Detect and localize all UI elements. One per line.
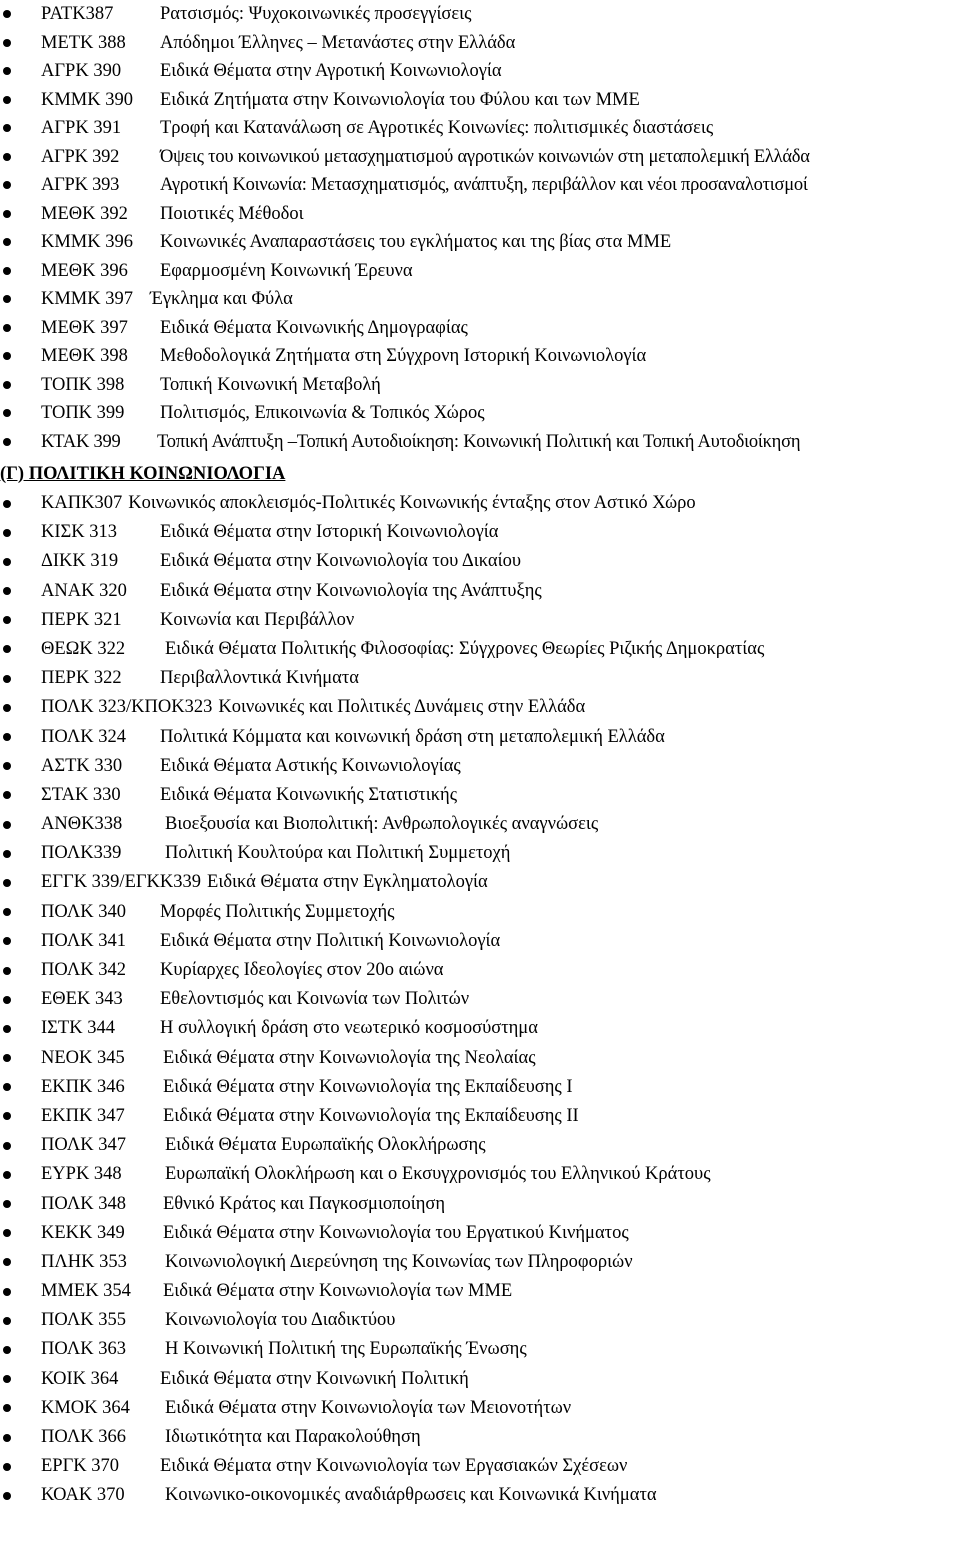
- course-code: ΑΝΘΚ338: [41, 814, 123, 835]
- course-title: Ρατσισμός: Ψυχοκοινωνικές προσεγγίσεις: [160, 4, 472, 24]
- course-title: Κοινωνία και Περιβάλλον: [160, 609, 355, 630]
- course-code: ΔΙΚΚ 319: [41, 551, 119, 572]
- course-code: ΠΟΛΚ 366: [41, 1427, 126, 1447]
- bullet-icon: [3, 1083, 11, 1091]
- course-item: [0, 1335, 764, 1364]
- course-code: ΚΜΜΚ 396: [41, 232, 133, 252]
- course-item: [0, 1306, 764, 1335]
- bullet-icon: [3, 10, 11, 18]
- bullet-icon: [3, 645, 11, 653]
- course-code: ΠΟΛΚ 341: [41, 930, 126, 951]
- bullet-icon: [3, 616, 11, 624]
- course-code: ΚΜΜΚ 390: [41, 89, 133, 110]
- course-code: ΝΕΟΚ 345: [41, 1047, 125, 1068]
- bullet-icon: [3, 821, 11, 829]
- course-code: ΤΟΠΚ 399: [41, 403, 125, 423]
- course-code: ΜΕΤΚ 388: [41, 32, 126, 53]
- course-title: Μορφές Πολιτικής Συμμετοχής: [160, 901, 395, 922]
- course-title: Μεθοδολογικά Ζητήματα στη Σύγχρονη Ιστορική Κοινωνιολογία: [160, 346, 647, 366]
- course-title: Κοινωνικές και Πολιτικές Δυνάμεις στην Ελλάδα: [218, 697, 586, 718]
- course-item: [0, 1423, 764, 1452]
- course-title: Πολιτική Κουλτούρα και Πολιτική Συμμετοχή: [165, 843, 511, 864]
- bullet-icon: [3, 381, 11, 389]
- bullet-icon: [3, 352, 11, 360]
- course-item: [0, 577, 764, 606]
- bullet-icon: [3, 879, 11, 887]
- course-title: Τοπική Ανάπτυξη –Τοπική Αυτοδιοίκηση: Κοινωνική Πολιτική και Τοπική Αυτοδιοίκηση: [157, 431, 801, 452]
- course-item: [0, 1190, 764, 1219]
- course-item: [0, 635, 764, 664]
- bullet-icon: [3, 1025, 11, 1033]
- course-item: [0, 693, 764, 722]
- course-title: Ειδικά Θέματα στην Εγκληματολογία: [207, 872, 488, 893]
- course-title: Κοινωνιολογική Διερεύνηση της Κοινωνίας των Πληροφοριών: [165, 1251, 633, 1272]
- course-title: Ειδικά Θέματα στην Αγροτική Κοινωνιολογία: [160, 61, 502, 81]
- course-title: Τοπική Κοινωνική Μεταβολή: [160, 374, 381, 395]
- bullet-icon: [3, 1258, 11, 1266]
- course-title: Όψεις του κοινωνικού μετασχηματισμού αγροτικών κοινωνιών στη μεταπολεμική Ελλάδα: [160, 146, 810, 167]
- course-code: ΠΟΛΚ339: [41, 843, 122, 864]
- course-code: ΠΟΛΚ 342: [41, 960, 126, 980]
- course-code: ΕΓΓΚ 339/ΕΓΚΚ339: [41, 872, 202, 893]
- course-item: [0, 1452, 764, 1481]
- course-title: Ειδικά Θέματα στην Κοινωνιολογία της Εκπαίδευσης ΙΙ: [163, 1105, 579, 1126]
- course-title: Ιδιωτικότητα και Παρακολούθηση: [165, 1427, 421, 1447]
- bullet-icon: [3, 1404, 11, 1412]
- course-title: Η συλλογική δράση στο νεωτερικό κοσμοσύστημα: [160, 1018, 538, 1039]
- course-code: ΑΝΑΚ 320: [41, 580, 127, 601]
- course-title: Περιβαλλοντικά Κινήματα: [160, 668, 360, 689]
- course-code: ΕΡΓΚ 370: [41, 1456, 120, 1477]
- course-item: [0, 1160, 764, 1189]
- bullet-icon: [3, 96, 11, 104]
- course-title: Αγροτική Κοινωνία: Μετασχηματισμός, ανάπτυξη, περιβάλλον και νέοι προσαναλοτισμοί: [160, 175, 808, 195]
- course-code: ΠΛΗΚ 353: [41, 1251, 127, 1272]
- bullet-icon: [3, 1112, 11, 1120]
- course-title: Πολιτικά Κόμματα και κοινωνική δράση στη μεταπολεμική Ελλάδα: [160, 726, 665, 747]
- course-item: [0, 114, 810, 143]
- course-item: [0, 723, 764, 752]
- course-item: [0, 868, 764, 897]
- course-item: [0, 810, 764, 839]
- course-title: Κοινωνικός αποκλεισμός-Πολιτικές Κοινωνικής ένταξης στον Αστικό Χώρο: [128, 493, 696, 513]
- course-code: ΑΓΡΚ 393: [41, 175, 120, 195]
- course-title: Έγκλημα και Φύλα: [150, 289, 293, 309]
- section-heading-political-sociology: (Γ) ΠΟΛΙΤΙΚΗ ΚΟΙΝΩΝΙΟΛΟΓΙΑ: [0, 464, 286, 484]
- bullet-icon: [3, 1288, 11, 1296]
- course-title: Εθνικό Κράτος και Παγκοσμιοποίηση: [163, 1193, 446, 1214]
- bullet-icon: [3, 500, 11, 508]
- course-item: [0, 1014, 764, 1043]
- bullet-icon: [3, 937, 11, 945]
- bullet-icon: [3, 587, 11, 595]
- bullet-icon: [3, 295, 11, 303]
- course-title: Ευρωπαϊκή Ολοκλήρωση και ο Εκσυγχρονισμός του Ελληνικού Κράτους: [165, 1164, 711, 1185]
- course-title: Ειδικά Θέματα Αστικής Κοινωνιολογίας: [160, 755, 461, 776]
- course-item: [0, 371, 810, 400]
- bullet-icon: [3, 438, 11, 446]
- course-code: ΚΟΙΚ 364: [41, 1368, 119, 1389]
- course-title: Ειδικά Θέματα στην Κοινωνιολογία της Εκπαίδευσης Ι: [163, 1076, 573, 1097]
- course-title: Κοινωνικές Αναπαραστάσεις του εγκλήματος και της βίας στα ΜΜΕ: [160, 232, 672, 252]
- course-item: [0, 428, 810, 457]
- bullet-icon: [3, 181, 11, 189]
- bullet-icon: [3, 324, 11, 332]
- course-item: [0, 200, 810, 229]
- bullet-icon: [3, 1375, 11, 1383]
- course-item: [0, 1394, 764, 1423]
- course-code: ΣΤΑΚ 330: [41, 784, 121, 805]
- bullet-icon: [3, 908, 11, 916]
- course-title: Ειδικά Θέματα στην Κοινωνιολογία των ΜΜΕ: [163, 1281, 513, 1302]
- course-code: ΠΟΛΚ 340: [41, 901, 126, 922]
- course-item: [0, 0, 810, 29]
- course-item: [0, 489, 764, 518]
- bullet-icon: [3, 39, 11, 47]
- course-item: [0, 228, 810, 257]
- course-title: Κοινωνικο-οικονομικές αναδιάρθρωσεις και Κοινωνικά Κινήματα: [165, 1485, 657, 1506]
- course-code: ΜΕΘΚ 397: [41, 317, 128, 338]
- course-title: Βιοεξουσία και Βιοπολιτική: Ανθρωπολογικές αναγνώσεις: [165, 814, 599, 835]
- course-title: Απόδημοι Έλληνες – Μετανάστες στην Ελλάδα: [160, 32, 516, 53]
- course-code: ΠΟΛΚ 324: [41, 726, 126, 747]
- bullet-icon: [3, 1317, 11, 1325]
- course-title: Ειδικά Θέματα Κοινωνικής Στατιστικής: [160, 784, 458, 805]
- course-code: ΤΟΠΚ 398: [41, 374, 125, 395]
- course-item: [0, 1277, 764, 1306]
- bullet-icon: [3, 267, 11, 275]
- course-code: ΠΕΡΚ 321: [41, 609, 122, 630]
- bullet-icon: [3, 967, 11, 975]
- course-item: [0, 927, 764, 956]
- bullet-icon: [3, 791, 11, 799]
- course-title: Ειδικά Θέματα στην Κοινωνιολογία της Ανάπτυξης: [160, 580, 542, 601]
- course-code: ΠΟΛΚ 363: [41, 1339, 126, 1360]
- course-item: [0, 257, 810, 286]
- bullet-icon: [3, 1463, 11, 1471]
- course-code: ΑΓΡΚ 390: [41, 61, 122, 81]
- course-item: [0, 399, 810, 428]
- course-item: [0, 314, 810, 343]
- course-title: Ποιοτικές Μέθοδοι: [160, 203, 304, 224]
- bullet-icon: [3, 1346, 11, 1354]
- bullet-icon: [3, 1229, 11, 1237]
- course-code: ΚΜΜΚ 397: [41, 289, 133, 309]
- course-item: [0, 898, 764, 927]
- course-item: [0, 285, 810, 314]
- course-title: Ειδικά Θέματα Ευρωπαϊκής Ολοκλήρωσης: [165, 1135, 486, 1156]
- bullet-icon: [3, 124, 11, 132]
- course-code: ΚΑΠΚ307: [41, 493, 123, 513]
- course-item: [0, 606, 764, 635]
- bullet-icon: [3, 762, 11, 770]
- course-code: ΚΕΚΚ 349: [41, 1222, 125, 1243]
- bullet-icon: [3, 1054, 11, 1062]
- course-item: [0, 1481, 764, 1510]
- course-title: Ειδικά Θέματα στην Κοινωνιολογία της Νεολαίας: [163, 1047, 536, 1068]
- course-item: [0, 1219, 764, 1248]
- course-code: ΕΚΠΚ 347: [41, 1105, 125, 1126]
- bullet-icon: [3, 210, 11, 218]
- course-item: [0, 1131, 764, 1160]
- course-item: [0, 547, 764, 576]
- course-code: ΑΣΤΚ 330: [41, 755, 123, 776]
- course-code: ΠΟΛΚ 355: [41, 1310, 126, 1331]
- course-title: Ειδικά Θέματα στην Κοινωνιολογία του Εργατικού Κινήματος: [163, 1222, 629, 1243]
- bullet-icon: [3, 1142, 11, 1150]
- course-item: [0, 1102, 764, 1131]
- course-code: ΜΕΘΚ 396: [41, 260, 128, 281]
- course-code: ΘΕΩΚ 322: [41, 638, 126, 659]
- bullet-icon: [3, 238, 11, 246]
- course-title: Ειδικά Θέματα Πολιτικής Φιλοσοφίας: Σύγχρονες Θεωρίες Ριζικής Δημοκρατίας: [165, 638, 765, 659]
- course-title: Ειδικά Θέματα στην Κοινωνιολογία των Μειονοτήτων: [165, 1397, 572, 1418]
- course-item: [0, 1044, 764, 1073]
- course-item: [0, 664, 764, 693]
- bullet-icon: [3, 704, 11, 712]
- course-title: Πολιτισμός, Επικοινωνία & Τοπικός Χώρος: [160, 403, 485, 423]
- course-item: [0, 985, 764, 1014]
- course-title: Εθελοντισμός και Κοινωνία των Πολιτών: [160, 989, 470, 1010]
- course-code: ΜΜΕΚ 354: [41, 1281, 131, 1302]
- bullet-icon: [3, 996, 11, 1004]
- bullet-icon: [3, 1434, 11, 1442]
- course-code: ΡΑΤΚ387: [41, 4, 114, 24]
- course-code: ΚΤΑΚ 399: [41, 431, 121, 452]
- course-title: Τροφή και Κατανάλωση σε Αγροτικές Κοινωνίες: πολιτισμικές διαστάσεις: [160, 118, 714, 138]
- course-item: [0, 143, 810, 172]
- course-item: [0, 752, 764, 781]
- course-code: ΕΚΠΚ 346: [41, 1076, 125, 1097]
- course-list-previous-section: [0, 0, 810, 456]
- course-item: [0, 839, 764, 868]
- course-item: [0, 518, 764, 547]
- course-code: ΜΕΘΚ 392: [41, 203, 128, 224]
- bullet-icon: [3, 850, 11, 858]
- course-code: ΚΜΟΚ 364: [41, 1397, 130, 1418]
- course-code: ΠΟΛΚ 323/ΚΠΟΚ323: [41, 697, 213, 718]
- course-item: [0, 781, 764, 810]
- course-item: [0, 956, 764, 985]
- course-item: [0, 1073, 764, 1102]
- bullet-icon: [3, 409, 11, 417]
- bullet-icon: [3, 67, 11, 75]
- course-code: ΚΟΑΚ 370: [41, 1485, 125, 1506]
- bullet-icon: [3, 1171, 11, 1179]
- course-item: [0, 342, 810, 371]
- course-item: [0, 1248, 764, 1277]
- course-item: [0, 1365, 764, 1394]
- bullet-icon: [3, 529, 11, 537]
- bullet-icon: [3, 153, 11, 161]
- course-title: Ειδικά Θέματα στην Κοινωνική Πολιτική: [160, 1368, 469, 1389]
- course-code: ΚΙΣΚ 313: [41, 522, 118, 543]
- bullet-icon: [3, 1492, 11, 1500]
- course-title: Ειδικά Θέματα στην Κοινωνιολογία των Εργασιακών Σχέσεων: [160, 1456, 628, 1477]
- course-title: Ειδικά Θέματα στην Κοινωνιολογία του Δικαίου: [160, 551, 521, 572]
- course-code: ΠΕΡΚ 322: [41, 668, 122, 689]
- course-code: ΕΥΡΚ 348: [41, 1164, 122, 1185]
- bullet-icon: [3, 675, 11, 683]
- course-code: ΙΣΤΚ 344: [41, 1018, 115, 1039]
- course-item: [0, 29, 810, 58]
- course-code: ΕΘΕΚ 343: [41, 989, 123, 1010]
- course-item: [0, 171, 810, 200]
- course-code: ΠΟΛΚ 347: [41, 1135, 126, 1156]
- bullet-icon: [3, 558, 11, 566]
- course-title: Ειδικά Θέματα στην Ιστορική Κοινωνιολογία: [160, 522, 499, 543]
- course-code: ΑΓΡΚ 392: [41, 146, 120, 167]
- course-code: ΜΕΘΚ 398: [41, 346, 128, 366]
- course-title: Ειδικά Θέματα Κοινωνικής Δημογραφίας: [160, 317, 468, 338]
- course-code: ΠΟΛΚ 348: [41, 1193, 126, 1214]
- course-title: Κοινωνιολογία του Διαδικτύου: [165, 1310, 396, 1331]
- course-item: [0, 86, 810, 115]
- course-item: [0, 57, 810, 86]
- bullet-icon: [3, 1200, 11, 1208]
- course-title: Ειδικά Ζητήματα στην Κοινωνιολογία του Φύλου και των ΜΜΕ: [160, 89, 640, 110]
- course-title: Ειδικά Θέματα στην Πολιτική Κοινωνιολογία: [160, 930, 501, 951]
- course-code: ΑΓΡΚ 391: [41, 118, 122, 138]
- course-title: Η Κοινωνική Πολιτική της Ευρωπαϊκής Ένωσης: [165, 1339, 527, 1360]
- course-title: Εφαρμοσμένη Κοινωνική Έρευνα: [160, 260, 413, 281]
- course-list-political-sociology: [0, 489, 764, 1511]
- course-title: Κυρίαρχες Ιδεολογίες στον 20ο αιώνα: [160, 960, 444, 980]
- bullet-icon: [3, 733, 11, 741]
